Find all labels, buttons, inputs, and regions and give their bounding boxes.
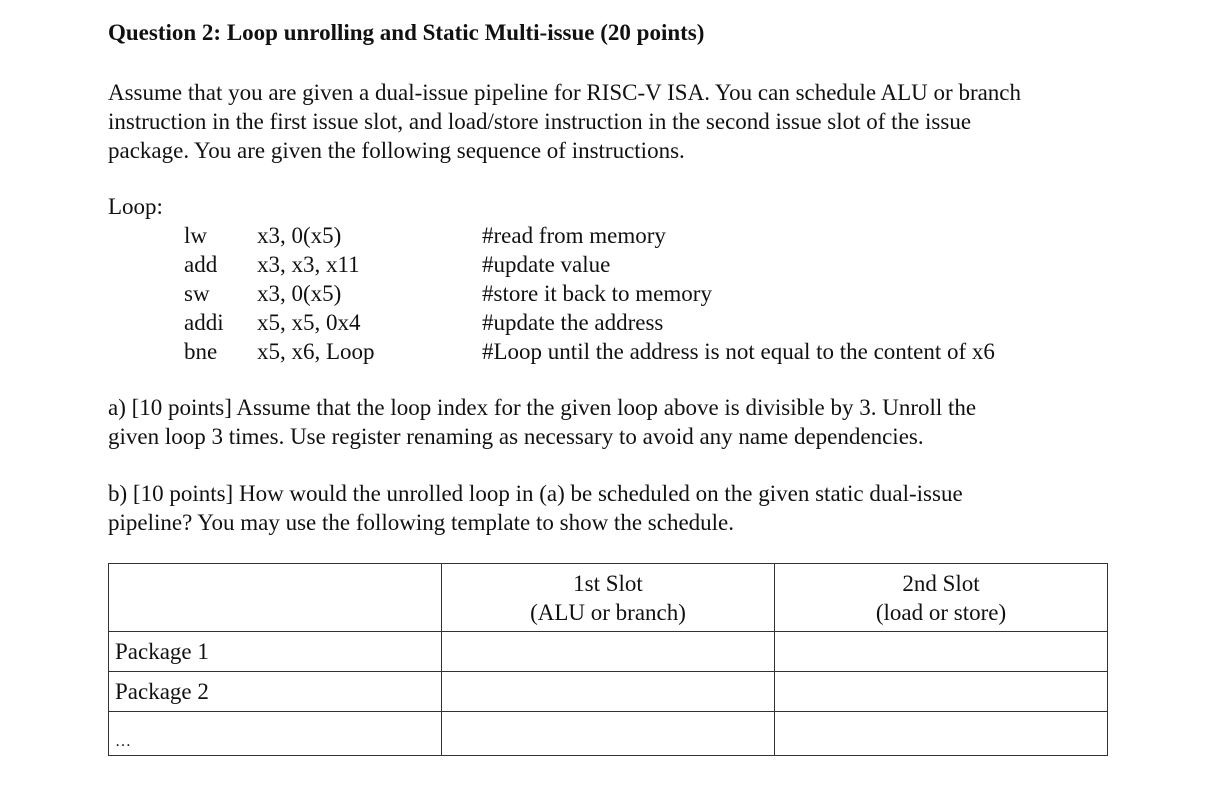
- package-label: Package 1: [109, 632, 442, 672]
- slot1-cell[interactable]: [442, 632, 775, 672]
- instruction-operands: x5, x6, Loop: [257, 339, 375, 364]
- table-row: [109, 712, 1108, 756]
- slot1-cell[interactable]: [442, 672, 775, 712]
- instruction-opcode: sw: [184, 281, 210, 306]
- part-a-line: given loop 3 times. Use register renaming as necessary to avoid any name dependencies.: [108, 424, 924, 449]
- package-label: Package 2: [109, 672, 442, 712]
- header-cell-slot1: [442, 564, 775, 632]
- header-line: 1st Slot: [573, 570, 643, 596]
- instruction-comment: #update value: [482, 252, 611, 277]
- intro-line: instruction in the first issue slot, and load/store instruction in the second issue slot of the issue: [108, 109, 972, 134]
- part-b-line: pipeline? You may use the following template to show the schedule.: [108, 510, 734, 535]
- instruction-comment: #update the address: [482, 310, 664, 335]
- header-cell-slot2: [775, 564, 1108, 632]
- code-line: [108, 279, 1108, 308]
- code-line: [108, 221, 1108, 250]
- instruction-comment: #store it back to memory: [482, 281, 712, 306]
- code-listing: [108, 221, 1108, 366]
- intro-line: package. You are given the following sequence of instructions.: [108, 138, 685, 163]
- instruction-operands: x3, x3, x11: [257, 252, 360, 277]
- code-line: [108, 308, 1108, 337]
- header-line: 2nd Slot: [902, 570, 980, 596]
- part-a-line: a) [10 points] Assume that the loop index for the given loop above is divisible by 3. Unroll the: [108, 395, 977, 420]
- instruction-operands: x5, x5, 0x4: [257, 310, 361, 335]
- instruction-comment: #Loop until the address is not equal to the content of x6: [482, 339, 995, 364]
- instruction-opcode: lw: [184, 223, 207, 248]
- instruction-opcode: add: [184, 252, 218, 277]
- question-title: Question 2: Loop unrolling and Static Multi-issue (20 points): [108, 20, 705, 45]
- instruction-operands: x3, 0(x5): [257, 281, 342, 306]
- table-header-row: [109, 564, 1108, 632]
- part-b-line: b) [10 points] How would the unrolled loop in (a) be scheduled on the given static dual-issue: [108, 481, 963, 506]
- slot2-cell[interactable]: [775, 712, 1108, 756]
- table-row: [109, 672, 1108, 712]
- slot2-cell[interactable]: [775, 632, 1108, 672]
- part-b-paragraph: [108, 479, 1108, 537]
- header-line: (load or store): [875, 599, 1007, 625]
- instruction-opcode: addi: [184, 310, 224, 335]
- part-a-paragraph: [108, 393, 1108, 451]
- intro-line: Assume that you are given a dual-issue pipeline for RISC-V ISA. You can schedule ALU or branch: [108, 80, 1022, 105]
- loop-label: Loop:: [108, 194, 163, 219]
- schedule-table: [108, 563, 1108, 756]
- table-row: [109, 632, 1108, 672]
- package-label: …: [109, 712, 442, 756]
- code-line: [108, 250, 1108, 279]
- slot1-cell[interactable]: [442, 712, 775, 756]
- header-line: (ALU or branch): [530, 599, 686, 625]
- code-line: [108, 337, 1108, 366]
- instruction-comment: #read from memory: [482, 223, 666, 248]
- instruction-operands: x3, 0(x5): [257, 223, 342, 248]
- instruction-opcode: bne: [184, 339, 218, 364]
- header-cell-empty: [109, 564, 442, 632]
- intro-paragraph: [108, 78, 1108, 165]
- slot2-cell[interactable]: [775, 672, 1108, 712]
